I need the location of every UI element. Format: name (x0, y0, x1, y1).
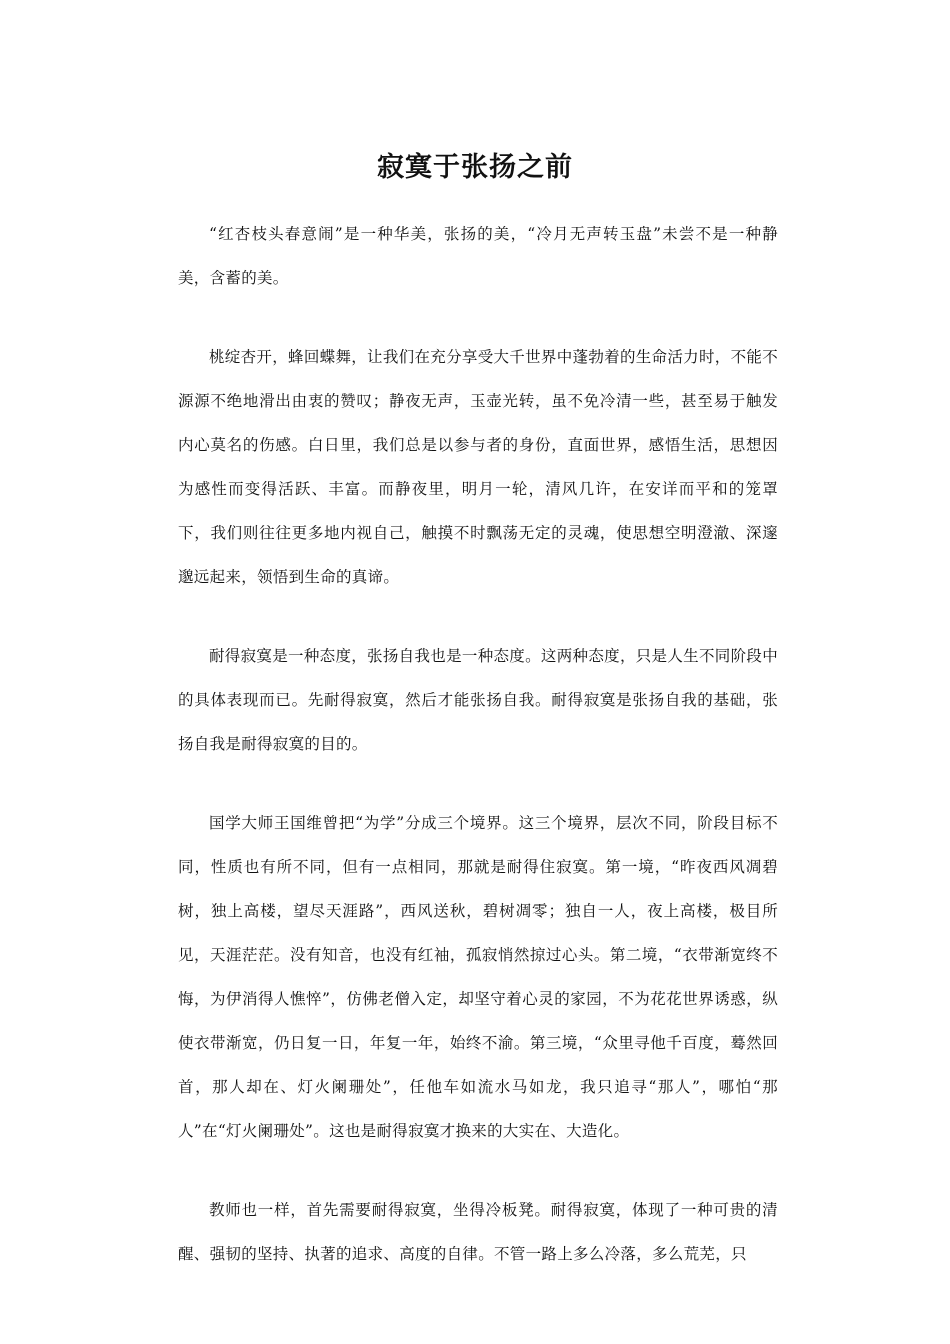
document-body (178, 212, 778, 1276)
document-title: 寂寞于张扬之前 (377, 152, 573, 184)
paragraph-5: 教师也一样，首先需要耐得寂寞，坐得冷板凳。耐得寂寞，体现了一种可贵的清醒、强韧的坚持、执著的追求、高度的自律。不管一路上多么冷落，多么荒芜，只 (178, 1201, 778, 1263)
paragraph-2: 桃绽杏开，蜂回蝶舞，让我们在充分享受大千世界中蓬勃着的生命活力时，不能不源源不绝地滑出由衷的赞叹；静夜无声，玉壶光转，虽不免冷清一些，甚至易于触发内心莫名的伤感。白日里，我们总是以参与者的身份，直面世界，感悟生活，思想因为感性而变得活跃、丰富。而静夜里，明月一轮，清风几许，在安详而平和的笼罩下，我们则往往更多地内视自己，触摸不时飘荡无定的灵魂，使思想空明澄澈、深邃邈远起来，领悟到生命的真谛。 (178, 348, 778, 586)
paragraph-4: 国学大师王国维曾把“为学”分成三个境界。这三个境界，层次不同，阶段目标不同，性质也有所不同，但有一点相同，那就是耐得住寂寞。第一境，“昨夜西风凋碧树，独上高楼，望尽天涯路”，西风送秋，碧树凋零；独自一人，夜上高楼，极目所见，天涯茫茫。没有知音，也没有红袖，孤寂悄然掠过心头。第二境，“衣带渐宽终不悔，为伊消得人憔悴”，仿佛老僧入定，却坚守着心灵的家园，不为花花世界诱惑，纵使衣带渐宽，仍日复一日，年复一年，始终不渝。第三境，“众里寻他千百度，蓦然回首，那人却在、灯火阑珊处”，任他车如流水马如龙，我只追寻“那人”，哪怕“那人”在“灯火阑珊处”。这也是耐得寂寞才换来的大实在、大造化。 (178, 814, 778, 1140)
paragraph-1: “红杏枝头春意闹”是一种华美，张扬的美，“冷月无声转玉盘”未尝不是一种静美，含蓄的美。 (178, 225, 778, 287)
paragraph-3: 耐得寂寞是一种态度，张扬自我也是一种态度。这两种态度，只是人生不同阶段中的具体表现而已。先耐得寂寞，然后才能张扬自我。耐得寂寞是张扬自我的基础，张扬自我是耐得寂寞的目的。 (178, 647, 778, 753)
